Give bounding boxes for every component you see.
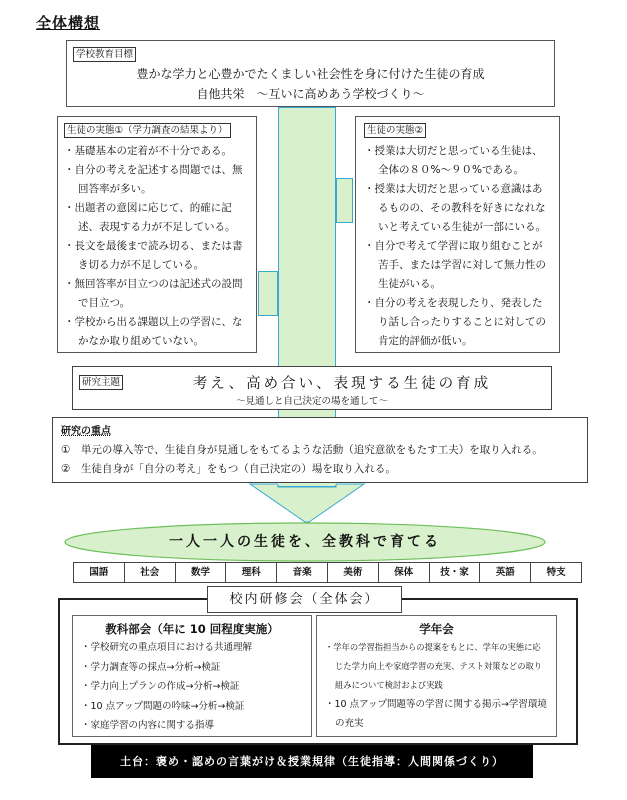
list-item: ・出題者の意図に応じて、的確に記述、表現する力が不足している。 — [64, 202, 236, 233]
research-theme-sub: ～見通しと自己決定の場を通して～ — [235, 396, 388, 407]
department-meeting-box — [72, 615, 312, 737]
subject-cell: 技・家 — [430, 563, 481, 582]
subject-cell: 社会 — [125, 563, 176, 582]
subject-cell: 英語 — [480, 563, 531, 582]
grade-meeting-heading: 学年会 — [419, 622, 454, 636]
research-theme-main: 考え、高め合い、表現する生徒の育成 — [192, 376, 492, 392]
list-item: ・自分の考えを表現したり、発表したり話し合ったりすることに対しての肯定的評価が低い。 — [364, 297, 546, 347]
subject-cell: 音楽 — [277, 563, 328, 582]
list-item: ・学校研究の重点項目における共通理解 — [81, 642, 253, 653]
grade-meeting-box — [316, 615, 557, 737]
list-item: ・10 点アップ問題等の学習に関する掲示→学習環境の充実 — [325, 699, 547, 729]
list-item: ・10 点アップ問題の吟味→分析→検証 — [81, 700, 245, 712]
subjects-row — [73, 562, 582, 583]
student-state-2-tag: 生徒の実態② — [364, 123, 426, 138]
page-title: 全体構想 — [36, 14, 101, 32]
list-item: ・授業は大切だと思っている生徒は、全体の８０%～９０%である。 — [364, 145, 543, 176]
list-item: ・学校から出る課題以上の学習に、なかなか取り組めていない。 — [64, 316, 243, 347]
list-item: ・長文を最後まで読み切る、または書き切る力が不足している。 — [64, 240, 243, 271]
list-item: ・学力向上プランの作成→分析→検証 — [81, 681, 240, 692]
list-item: ・家庭学習の内容に関する指導 — [81, 720, 215, 731]
training-title: 校内研修会（全体会） — [207, 586, 402, 613]
research-theme-tag: 研究主題 — [79, 375, 123, 390]
school-goal-motto: 自他共栄 ～互いに高めあう学校づくり～ — [196, 87, 425, 101]
department-meeting-heading: 教科部会（年に 10 回程度実施） — [105, 622, 279, 636]
student-state-1-tag: 生徒の実態①（学力調査の結果より） — [64, 123, 231, 138]
list-item: ・無回答率が目立つのは記述式の設問で目立つ。 — [64, 278, 243, 309]
list-item: ・学力調査等の採点→分析→検証 — [81, 661, 221, 673]
research-focus-item: ① 単元の導入等で、生徒自身が見通しをもてるような活動（追究意欲をもたす工夫）を取り入れる。 — [61, 444, 543, 456]
list-item: ・基礎基本の定着が不十分である。 — [64, 145, 232, 157]
subject-cell: 数学 — [176, 563, 227, 582]
subject-cell: 国語 — [74, 563, 125, 582]
list-item: ・学年の学習指担当からの提案をもとに、学年の実態に応じた学力向上や家庭学習の充実、テスト対策などの取り組みについて検討および実践 — [325, 642, 543, 690]
training-frame-top-right — [402, 598, 578, 600]
school-goal-main: 豊かな学力と心豊かでたくましい社会性を身に付けた生徒の育成 — [136, 67, 485, 81]
subject-cell: 保体 — [379, 563, 430, 582]
school-goal-tag: 学校教育目標 — [73, 47, 136, 62]
list-item: ・授業は大切だと思っている意識はあるものの、その教科を好きになれないと考えている生徒が一部にいる。 — [364, 183, 546, 233]
subject-cell: 特支 — [546, 567, 566, 578]
research-focus-item: ② 生徒自身が「自分の考え」をもつ（自己決定の）場を取り入れる。 — [61, 463, 396, 475]
down-arrow-icon — [250, 484, 364, 522]
subject-cell: 理科 — [226, 563, 277, 582]
list-item: ・自分の考えを記述する問題では、無回答率が多い。 — [64, 164, 243, 195]
research-focus-heading: 研究の重点 — [61, 426, 111, 437]
list-item: ・自分で考えて学習に取り組むことが苦手、または学習に対して無力性の生徒がいる。 — [364, 240, 546, 290]
slogan-text: 一人一人の生徒を、全教科で育てる — [169, 534, 441, 550]
subject-cell: 美術 — [328, 563, 379, 582]
foundation-banner: 土台：褒め・認めの言葉がけ＆授業規律（生徒指導：人間関係づくり） — [91, 745, 533, 778]
training-frame-top-left — [58, 598, 208, 600]
